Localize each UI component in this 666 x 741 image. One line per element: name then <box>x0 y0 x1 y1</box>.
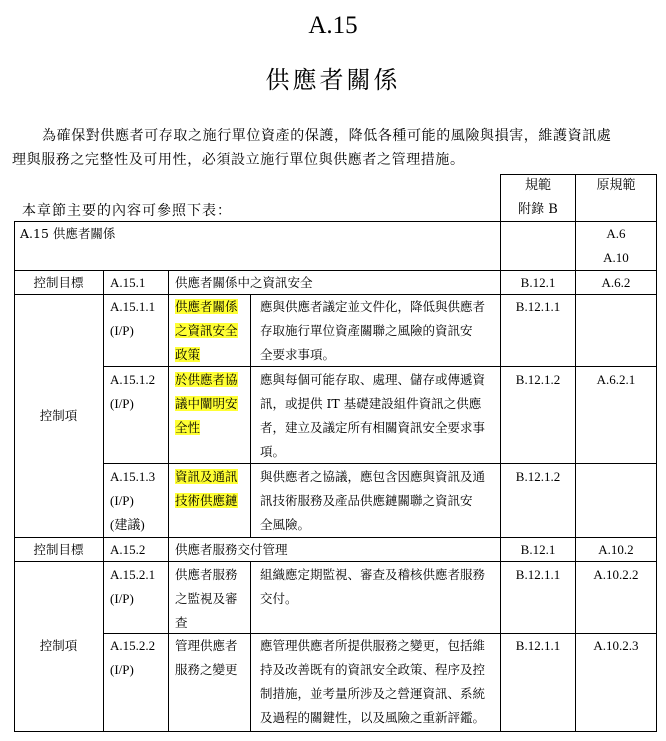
control-spec: B.12.1.1 <box>515 299 561 314</box>
control-id-text: A.15.1.3 <box>110 469 156 484</box>
objective-orig: A.10.2 <box>598 542 634 557</box>
objective-name: 供應者服務交付管理 <box>175 542 288 557</box>
description-line: 交付。 <box>260 591 298 606</box>
description-line: 訊，或提供 IT 基礎建設組件資訊之供應 <box>260 396 482 411</box>
objective-type: 控制目標 <box>33 542 84 557</box>
control-name-line: 資訊及通訊 <box>175 469 238 484</box>
description-line: 與供應者之協議，應包含因應與資訊及通 <box>260 469 486 484</box>
control-tag: (I/P) <box>110 323 134 338</box>
control-name-line: 查 <box>175 615 188 630</box>
control-name <box>175 563 238 635</box>
table-rule <box>103 270 104 732</box>
section-row-label: A.15 供應者關係 <box>20 226 116 241</box>
control-id <box>110 295 155 343</box>
table-rule <box>250 561 251 732</box>
description-line: 全要求事項。 <box>260 347 336 362</box>
control-orig: A.6.2.1 <box>596 372 636 387</box>
control-tag: (建議) <box>110 517 145 532</box>
column-header-original <box>575 174 657 198</box>
description-line: 全風險。 <box>260 517 311 532</box>
control-description <box>260 295 485 367</box>
control-spec: B.12.1.2 <box>515 469 561 484</box>
control-id <box>110 368 155 416</box>
description-line: 應與每個可能存取、處理、儲存或傳遞資 <box>260 372 486 387</box>
control-name-line: 供應者服務 <box>175 567 238 582</box>
control-spec: B.12.1.1 <box>515 567 561 582</box>
control-group-label: 控制項 <box>39 408 78 423</box>
description-line: 者，建立及議定所有相關資訊安全要求事 <box>260 420 486 435</box>
control-name-line: 全性 <box>175 420 201 435</box>
control-id-text: A.15.2.1 <box>110 567 156 582</box>
objective-orig: A.6.2 <box>601 275 631 290</box>
intro-paragraph <box>12 124 660 172</box>
control-description <box>260 368 485 464</box>
control-name-line: 之資訊安全 <box>175 323 238 338</box>
description-line: 應與供應者議定並文件化，降低與供應者 <box>260 299 486 314</box>
control-id-text: A.15.1.2 <box>110 372 156 387</box>
control-name <box>175 295 238 367</box>
orig-ref: A.10 <box>603 250 629 265</box>
objective-spec: B.12.1 <box>520 275 556 290</box>
control-orig: A.10.2.2 <box>593 567 639 582</box>
objective-id: A.15.2 <box>110 542 146 557</box>
control-name-line: 於供應者協 <box>175 372 238 387</box>
control-tag: (I/P) <box>110 662 134 677</box>
control-description <box>260 465 485 537</box>
column-header-spec-b <box>500 174 576 222</box>
control-name <box>175 634 238 682</box>
objective-type: 控制目標 <box>33 275 84 290</box>
table-rule <box>14 731 657 732</box>
section-row-orig <box>575 222 657 270</box>
table-rule <box>250 294 251 537</box>
control-name-line: 管理供應者 <box>175 638 238 653</box>
control-tag: (I/P) <box>110 396 134 411</box>
control-id <box>110 465 155 537</box>
section-title: 供應者關係 <box>265 66 401 94</box>
reference-note: 本章節主要的內容可參照下表： <box>22 203 232 219</box>
section-code: A.15 <box>308 12 358 39</box>
control-name-line: 政策 <box>175 347 201 362</box>
intro-line: 理與服務之完整性及可用性，必須設立施行單位與供應者之管理措施。 <box>12 152 465 168</box>
control-name <box>175 465 238 513</box>
control-orig: A.10.2.3 <box>593 638 639 653</box>
table-rule <box>168 270 169 732</box>
control-id-text: A.15.1.1 <box>110 299 156 314</box>
objective-name: 供應者關係中之資訊安全 <box>175 275 313 290</box>
control-name-line: 之監視及審 <box>175 591 238 606</box>
control-name <box>175 368 238 440</box>
control-id <box>110 563 155 611</box>
objective-spec: B.12.1 <box>520 542 556 557</box>
column-header-line: 規範 <box>524 178 551 193</box>
objective-id: A.15.1 <box>110 275 146 290</box>
control-description <box>260 563 485 611</box>
column-header-line: 附錄 B <box>518 202 558 217</box>
control-group-label: 控制項 <box>39 638 78 653</box>
description-line: 項。 <box>260 444 286 459</box>
control-name-line: 供應者關係 <box>175 299 238 314</box>
column-header-line: 原規範 <box>596 178 636 193</box>
control-description <box>260 634 485 730</box>
control-tag: (I/P) <box>110 493 134 508</box>
control-spec: B.12.1.2 <box>515 372 561 387</box>
description-line: 制措施，並考量所涉及之營運資訊、系統 <box>260 686 486 701</box>
intro-line: 為確保對供應者可存取之施行單位資產的保護，降低各種可能的風險與損害，維護資訊處 <box>42 128 612 144</box>
control-id <box>110 634 155 682</box>
control-id-text: A.15.2.2 <box>110 638 156 653</box>
control-name-line: 議中闡明安 <box>175 396 238 411</box>
control-name-line: 技術供應鏈 <box>175 493 238 508</box>
control-tag: (I/P) <box>110 591 134 606</box>
description-line: 訊技術服務及產品供應鏈關聯之資訊安 <box>260 493 473 508</box>
description-line: 持及改善既有的資訊安全政策、程序及控 <box>260 662 486 677</box>
description-line: 存取施行單位資產關聯之風險的資訊安 <box>260 323 473 338</box>
description-line: 應管理供應者所提供服務之變更，包括維 <box>260 638 486 653</box>
control-name-line: 服務之變更 <box>175 662 238 677</box>
orig-ref: A.6 <box>606 226 626 241</box>
description-line: 組織應定期監視、審查及稽核供應者服務 <box>260 567 486 582</box>
description-line: 及過程的關鍵性，以及風險之重新評鑑。 <box>260 710 486 725</box>
control-spec: B.12.1.1 <box>515 638 561 653</box>
